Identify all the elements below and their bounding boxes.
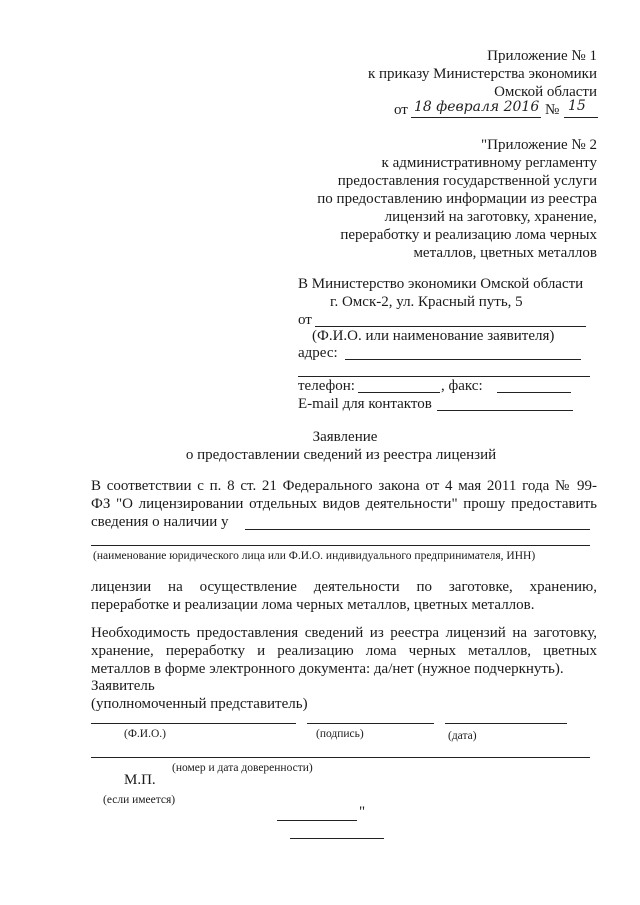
document-title: Заявление	[312, 429, 378, 445]
entity-name-field-line-2[interactable]	[91, 545, 590, 546]
appendix-2-line: по предоставлению информации из реестра	[317, 191, 597, 207]
body-paragraph-3-line-1: Необходимость предоставления сведений из реестра лицензий на заготовку,	[91, 625, 597, 641]
body-paragraph-3-line-3: металлов в форме электронного документа: да/нет (нужное подчеркнуть).	[91, 661, 564, 677]
signer-name-field[interactable]	[91, 723, 296, 724]
address-label: адрес:	[298, 345, 338, 361]
entity-name-field[interactable]	[245, 529, 590, 530]
entity-name-caption: (наименование юридического лица или Ф.И.О. индивидуального предпринимателя, ИНН)	[93, 550, 536, 562]
appendix-2-line: металлов, цветных металлов	[413, 245, 597, 261]
phone-label: телефон:	[298, 378, 355, 394]
sign-date-field[interactable]	[445, 723, 567, 724]
appendix-2-line: переработку и реализацию лома черных	[340, 227, 597, 243]
appendix-2-line: "Приложение № 2	[481, 137, 597, 153]
appendix-2-line: к административному регламенту	[381, 155, 597, 171]
phone-field[interactable]	[358, 392, 440, 393]
appendix-1-title: Приложение № 1	[487, 48, 597, 64]
appendix-2-line: предоставления государственной услуги	[337, 173, 597, 189]
sign-date-caption: (дата)	[448, 730, 477, 742]
fax-field[interactable]	[497, 392, 571, 393]
closing-line-2	[290, 838, 384, 839]
body-paragraph-2-line-2: переработке и реализации лома черных металлов, цветных металлов.	[91, 597, 535, 613]
addressee-address: г. Омск-2, ул. Красный путь, 5	[330, 294, 523, 310]
representative-label: (уполномоченный представитель)	[91, 696, 308, 712]
document-subtitle: о предоставлении сведений из реестра лицензий	[185, 447, 497, 463]
fax-label: , факс:	[441, 378, 483, 394]
closing-line	[277, 820, 357, 821]
applicant-label: Заявитель	[91, 678, 155, 694]
order-number-label: №	[545, 102, 560, 118]
proxy-caption: (номер и дата доверенности)	[172, 762, 313, 774]
proxy-field[interactable]	[91, 757, 590, 758]
signature-caption: (подпись)	[316, 728, 364, 740]
body-paragraph-1-line-3: сведения о наличии у	[91, 514, 229, 530]
order-date-underline	[411, 117, 541, 118]
email-label: E-mail для контактов	[298, 396, 432, 412]
appendix-2-line: лицензий на заготовку, хранение,	[384, 209, 597, 225]
applicant-name-field[interactable]	[315, 326, 586, 327]
applicant-name-caption: (Ф.И.О. или наименование заявителя)	[312, 328, 555, 344]
body-paragraph-2-line-1: лицензии на осуществление деятельности по заготовке, хранению,	[91, 579, 597, 595]
closing-quote: "	[359, 804, 366, 820]
addressee-ministry: В Министерство экономики Омской области	[298, 276, 584, 292]
appendix-1-region: Омской области	[494, 84, 597, 100]
appendix-1-order: к приказу Министерства экономики	[367, 66, 597, 82]
body-paragraph-3-line-2: хранение, переработку и реализацию лома черных металлов, цветных	[91, 643, 597, 659]
order-number-underline	[564, 117, 598, 118]
address-field[interactable]	[345, 359, 581, 360]
email-field[interactable]	[437, 410, 573, 411]
signature-field[interactable]	[307, 723, 434, 724]
from-label: от	[298, 312, 312, 328]
order-number-handwritten: 15	[568, 98, 586, 114]
stamp-note: (если имеется)	[103, 794, 176, 806]
signer-name-caption: (Ф.И.О.)	[124, 728, 166, 740]
body-paragraph-1-line-1: В соответствии с п. 8 ст. 21 Федерального закона от 4 мая 2011 года № 99-	[91, 478, 597, 494]
order-date-handwritten: 18 февраля 2016	[414, 99, 540, 115]
order-date-label: от	[394, 102, 408, 118]
body-paragraph-1-line-2: ФЗ "О лицензировании отдельных видов деятельности" прошу предоставить	[91, 496, 597, 512]
address-field-line-2[interactable]	[298, 376, 590, 377]
stamp-label: М.П.	[124, 772, 156, 788]
